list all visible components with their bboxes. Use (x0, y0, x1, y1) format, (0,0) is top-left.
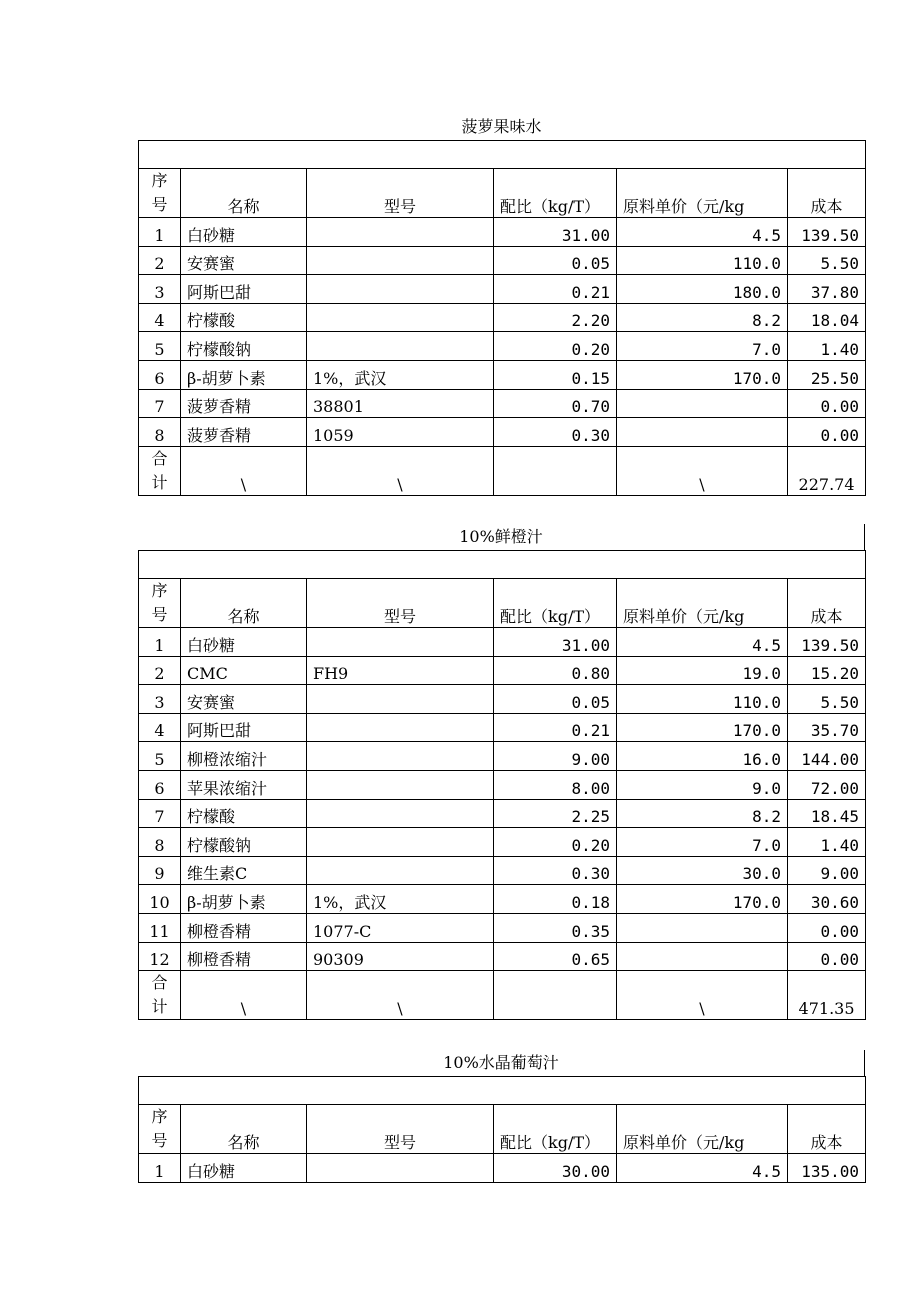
cell-ratio: 0.21 (494, 713, 617, 742)
header-ratio: 配比（kg/T） (494, 1105, 617, 1154)
table-row (139, 218, 866, 247)
total-price-slash: \ (617, 446, 788, 495)
header-cost: 成本 (788, 169, 866, 218)
table-row (139, 885, 866, 914)
table-row (139, 275, 866, 304)
header-ratio: 配比（kg/T） (494, 579, 617, 628)
cell-price: 8.2 (617, 799, 788, 828)
cell-name: 安赛蜜 (181, 685, 307, 714)
cell-price (617, 389, 788, 418)
blank-row (139, 141, 866, 169)
cell-ratio: 9.00 (494, 742, 617, 771)
cell-seq: 2 (139, 246, 181, 275)
cell-model (307, 1154, 494, 1183)
header-row (139, 1105, 866, 1154)
cell-price: 110.0 (617, 246, 788, 275)
blank-row (139, 1077, 866, 1105)
header-model: 型号 (307, 1105, 494, 1154)
cell-cost: 15.20 (788, 656, 866, 685)
total-price-slash: \ (617, 971, 788, 1020)
cell-price: 16.0 (617, 742, 788, 771)
recipe-section-3 (138, 1050, 865, 1183)
total-cost: 471.35 (788, 971, 866, 1020)
cell-name: 柠檬酸钠 (181, 828, 307, 857)
table-row (139, 942, 866, 971)
cell-model (307, 332, 494, 361)
cell-name: 柳橙香精 (181, 942, 307, 971)
cell-ratio: 0.70 (494, 389, 617, 418)
table-row (139, 770, 866, 799)
cell-ratio: 0.21 (494, 275, 617, 304)
cell-seq: 10 (139, 885, 181, 914)
cell-seq: 2 (139, 656, 181, 685)
table-row (139, 713, 866, 742)
recipe-table (138, 140, 866, 496)
cell-cost: 144.00 (788, 742, 866, 771)
cell-name: 柳橙浓缩汁 (181, 742, 307, 771)
header-seq: 序 (151, 581, 168, 600)
header-model: 型号 (307, 579, 494, 628)
cell-model (307, 218, 494, 247)
cell-cost: 5.50 (788, 246, 866, 275)
cell-seq: 11 (139, 913, 181, 942)
cell-seq: 4 (139, 303, 181, 332)
cell-name: 白砂糖 (181, 218, 307, 247)
cell-ratio: 0.80 (494, 656, 617, 685)
cell-cost: 135.00 (788, 1154, 866, 1183)
recipe-title: 10%鲜橙汁 (138, 524, 865, 550)
cell-seq: 5 (139, 332, 181, 361)
cell-model (307, 828, 494, 857)
cell-name: 菠萝香精 (181, 389, 307, 418)
cell-ratio: 8.00 (494, 770, 617, 799)
cell-model (307, 856, 494, 885)
cell-model: 1059 (307, 418, 494, 447)
total-row (139, 446, 866, 495)
table-row (139, 332, 866, 361)
cell-cost: 1.40 (788, 828, 866, 857)
total-model-slash: \ (307, 446, 494, 495)
cell-name: 阿斯巴甜 (181, 275, 307, 304)
cell-price (617, 942, 788, 971)
table-row (139, 742, 866, 771)
cell-ratio: 0.05 (494, 685, 617, 714)
cell-cost: 139.50 (788, 628, 866, 657)
total-ratio (494, 446, 617, 495)
cell-model (307, 742, 494, 771)
cell-ratio: 0.20 (494, 828, 617, 857)
cell-seq: 9 (139, 856, 181, 885)
cell-price: 30.0 (617, 856, 788, 885)
cell-ratio: 0.18 (494, 885, 617, 914)
cell-model (307, 713, 494, 742)
header-seq: 序 (151, 1107, 168, 1126)
cell-model (307, 275, 494, 304)
cell-model: 90309 (307, 942, 494, 971)
table-row (139, 246, 866, 275)
cell-model: 1077-C (307, 913, 494, 942)
recipe-table (138, 550, 866, 1020)
header-name: 名称 (181, 169, 307, 218)
cell-price: 180.0 (617, 275, 788, 304)
cell-name: CMC (181, 656, 307, 685)
header-seq-2: 号 (151, 1131, 168, 1150)
cell-cost: 0.00 (788, 942, 866, 971)
cell-ratio: 0.05 (494, 246, 617, 275)
cell-ratio: 0.30 (494, 418, 617, 447)
cell-cost: 0.00 (788, 418, 866, 447)
cell-seq: 5 (139, 742, 181, 771)
total-label-2: 计 (151, 472, 168, 492)
cell-name: 阿斯巴甜 (181, 713, 307, 742)
header-name: 名称 (181, 579, 307, 628)
cell-cost: 0.00 (788, 389, 866, 418)
blank-row (139, 551, 866, 579)
recipe-section-2 (138, 524, 865, 1020)
total-cost: 227.74 (788, 446, 866, 495)
table-row (139, 360, 866, 389)
table-row (139, 685, 866, 714)
cell-ratio: 0.20 (494, 332, 617, 361)
total-name-slash: \ (181, 971, 307, 1020)
cell-name: 柠檬酸 (181, 799, 307, 828)
cell-name: 柠檬酸钠 (181, 332, 307, 361)
cell-name: 菠萝香精 (181, 418, 307, 447)
header-seq-2: 号 (151, 195, 168, 214)
cell-cost: 5.50 (788, 685, 866, 714)
cell-seq: 6 (139, 770, 181, 799)
cell-price: 170.0 (617, 885, 788, 914)
cell-seq: 7 (139, 799, 181, 828)
cell-model: 38801 (307, 389, 494, 418)
table-row (139, 1154, 866, 1183)
header-row (139, 579, 866, 628)
table-row (139, 656, 866, 685)
cell-cost: 35.70 (788, 713, 866, 742)
cell-ratio: 0.15 (494, 360, 617, 389)
cell-name: 柠檬酸 (181, 303, 307, 332)
cell-ratio: 0.30 (494, 856, 617, 885)
cell-seq: 1 (139, 1154, 181, 1183)
header-price: 原料单价（元/kg (617, 1105, 788, 1154)
cell-seq: 1 (139, 628, 181, 657)
header-price: 原料单价（元/kg (617, 579, 788, 628)
cell-cost: 18.45 (788, 799, 866, 828)
cell-price: 170.0 (617, 360, 788, 389)
header-cost: 成本 (788, 579, 866, 628)
cell-seq: 1 (139, 218, 181, 247)
header-model: 型号 (307, 169, 494, 218)
table-row (139, 856, 866, 885)
recipe-title: 菠萝果味水 (461, 117, 542, 136)
header-price: 原料单价（元/kg (617, 169, 788, 218)
table-row (139, 389, 866, 418)
header-row (139, 169, 866, 218)
header-ratio: 配比（kg/T） (494, 169, 617, 218)
cell-model (307, 685, 494, 714)
cell-name: 维生素C (181, 856, 307, 885)
recipe-title: 10%水晶葡萄汁 (138, 1050, 865, 1076)
cell-cost: 18.04 (788, 303, 866, 332)
cell-name: 苹果浓缩汁 (181, 770, 307, 799)
total-row (139, 971, 866, 1020)
total-label: 合 (151, 973, 168, 993)
total-name-slash: \ (181, 446, 307, 495)
cell-ratio: 2.25 (494, 799, 617, 828)
recipe-section-1 (138, 114, 865, 496)
cell-model (307, 770, 494, 799)
cell-ratio: 31.00 (494, 628, 617, 657)
cell-model (307, 799, 494, 828)
cell-seq: 12 (139, 942, 181, 971)
table-row (139, 303, 866, 332)
cell-price: 7.0 (617, 332, 788, 361)
cell-cost: 72.00 (788, 770, 866, 799)
cell-ratio: 30.00 (494, 1154, 617, 1183)
cell-price: 8.2 (617, 303, 788, 332)
cell-price (617, 913, 788, 942)
cell-cost: 9.00 (788, 856, 866, 885)
cell-price: 4.5 (617, 218, 788, 247)
cell-cost: 37.80 (788, 275, 866, 304)
cell-price: 9.0 (617, 770, 788, 799)
cell-cost: 0.00 (788, 913, 866, 942)
recipe-table (138, 1076, 866, 1183)
table-row (139, 828, 866, 857)
table-row (139, 799, 866, 828)
cell-cost: 1.40 (788, 332, 866, 361)
table-row (139, 628, 866, 657)
cell-model: 1%，武汉 (307, 360, 494, 389)
header-seq-2: 号 (151, 605, 168, 624)
cell-price: 19.0 (617, 656, 788, 685)
cell-cost: 139.50 (788, 218, 866, 247)
cell-price (617, 418, 788, 447)
total-ratio (494, 971, 617, 1020)
cell-price: 4.5 (617, 1154, 788, 1183)
cell-name: 柳橙香精 (181, 913, 307, 942)
cell-price: 110.0 (617, 685, 788, 714)
cell-seq: 3 (139, 275, 181, 304)
cell-name: 安赛蜜 (181, 246, 307, 275)
total-model-slash: \ (307, 971, 494, 1020)
cell-price: 170.0 (617, 713, 788, 742)
cell-price: 7.0 (617, 828, 788, 857)
cell-name: β-胡萝卜素 (181, 360, 307, 389)
cell-model (307, 303, 494, 332)
header-seq: 序 (151, 171, 168, 190)
cell-seq: 8 (139, 828, 181, 857)
cell-model (307, 628, 494, 657)
cell-name: 白砂糖 (181, 628, 307, 657)
header-name: 名称 (181, 1105, 307, 1154)
cell-seq: 4 (139, 713, 181, 742)
cell-seq: 6 (139, 360, 181, 389)
cell-model: FH9 (307, 656, 494, 685)
cell-seq: 7 (139, 389, 181, 418)
header-cost: 成本 (788, 1105, 866, 1154)
cell-ratio: 0.35 (494, 913, 617, 942)
cell-model: 1%，武汉 (307, 885, 494, 914)
cell-cost: 30.60 (788, 885, 866, 914)
cell-ratio: 0.65 (494, 942, 617, 971)
cell-seq: 8 (139, 418, 181, 447)
cell-ratio: 31.00 (494, 218, 617, 247)
cell-ratio: 2.20 (494, 303, 617, 332)
cell-price: 4.5 (617, 628, 788, 657)
cell-cost: 25.50 (788, 360, 866, 389)
total-label: 合 (151, 448, 168, 468)
table-row (139, 418, 866, 447)
cell-name: 白砂糖 (181, 1154, 307, 1183)
cell-model (307, 246, 494, 275)
cell-seq: 3 (139, 685, 181, 714)
total-label-2: 计 (151, 997, 168, 1017)
cell-name: β-胡萝卜素 (181, 885, 307, 914)
table-row (139, 913, 866, 942)
